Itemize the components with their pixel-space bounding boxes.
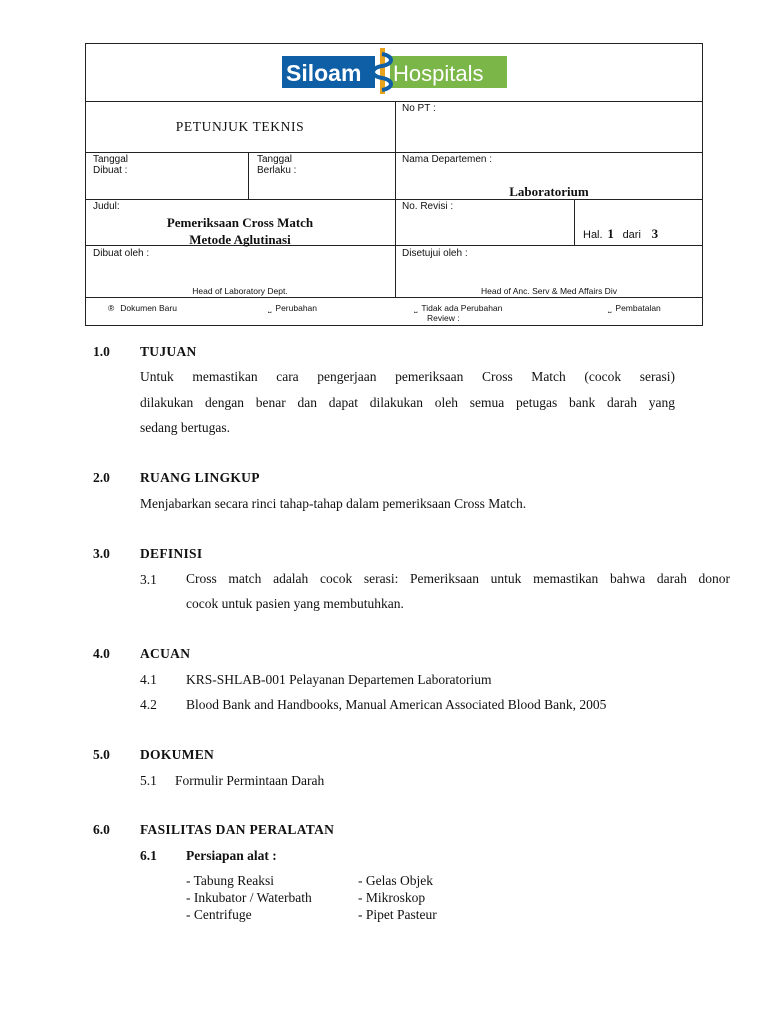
section-number: 4.0 — [93, 646, 110, 661]
hal-value: 1 — [607, 226, 614, 241]
divider — [248, 152, 249, 199]
section-number: 2.0 — [93, 470, 110, 485]
disetujui-oleh-role: Head of Anc. Serv & Med Affairs Div — [481, 286, 617, 296]
dari-value: 3 — [651, 226, 659, 241]
subsection-title: Persiapan alat : — [186, 848, 277, 863]
equipment-item: - Tabung Reaksi — [186, 873, 275, 888]
status-label: Pembatalan — [615, 303, 661, 313]
logo-right-text: Hospitals — [393, 61, 484, 86]
tanggal-berlaku-label — [257, 154, 296, 176]
section-number: 6.0 — [93, 822, 110, 837]
section-title: DEFINISI — [140, 546, 203, 561]
hal-label: Hal. — [583, 229, 603, 241]
status-tidak-ada-perubahan[interactable] — [414, 303, 502, 323]
label-line: Tanggal — [257, 154, 293, 165]
subsection-number: 6.1 — [140, 848, 157, 863]
divider — [574, 199, 575, 245]
checkbox-icon: ⎵ — [608, 303, 612, 313]
registered-mark-icon: ® — [108, 303, 115, 313]
reference-item: KRS-SHLAB-001 Pelayanan Departemen Laboratorium — [186, 672, 492, 687]
page-indicator — [583, 226, 658, 242]
item-number: 4.1 — [140, 672, 157, 687]
dibuat-oleh-role: Head of Laboratory Dept. — [192, 286, 288, 296]
status-label: Dokumen Baru — [120, 303, 177, 313]
item-number: 4.2 — [140, 697, 157, 712]
nama-departemen-label: Nama Departemen : — [402, 154, 493, 165]
divider — [85, 152, 703, 153]
section-number: 5.0 — [93, 747, 110, 762]
paragraph-line: sedang bertugas. — [140, 420, 230, 435]
dibuat-oleh-label: Dibuat oleh : — [93, 248, 150, 259]
section-title: ACUAN — [140, 646, 191, 661]
checkbox-icon: ⎵ — [414, 303, 418, 313]
status-label: Tidak ada Perubahan — [421, 303, 503, 313]
section-title: FASILITAS DAN PERALATAN — [140, 822, 335, 837]
no-pt-label: No PT : — [402, 103, 436, 114]
judul-value — [85, 214, 395, 248]
caduceus-icon — [373, 48, 391, 94]
dari-label: dari — [622, 229, 641, 241]
status-label: Perubahan — [275, 303, 317, 313]
equipment-item: - Inkubator / Waterbath — [186, 890, 312, 905]
logo-left-text: Siloam — [286, 60, 362, 86]
reference-item: Blood Bank and Handbooks, Manual American Associated Blood Bank, 2005 — [186, 697, 607, 712]
section-title: DOKUMEN — [140, 747, 215, 762]
paragraph-line: Menjabarkan secara rinci tahap-tahap dalam pemeriksaan Cross Match. — [140, 496, 527, 511]
equipment-item: - Pipet Pasteur — [358, 907, 437, 922]
judul-line: Pemeriksaan Cross Match — [166, 215, 314, 230]
status-sublabel: Review : — [427, 313, 460, 323]
status-pembatalan[interactable] — [608, 303, 661, 313]
judul-line: Metode Aglutinasi — [189, 232, 291, 247]
siloam-logo — [282, 46, 508, 96]
judul-label: Judul: — [93, 201, 120, 212]
divider — [85, 101, 703, 102]
divider — [85, 297, 703, 298]
item-number: 5.1 — [140, 773, 157, 788]
no-revisi-label: No. Revisi : — [402, 201, 454, 212]
paragraph-line: cocok untuk pasien yang membutuhkan. — [186, 596, 404, 611]
section-title: TUJUAN — [140, 344, 197, 359]
status-perubahan[interactable] — [268, 303, 317, 313]
status-dokumen-baru[interactable] — [108, 303, 177, 313]
tanggal-dibuat-label — [93, 154, 128, 176]
label-line: Berlaku : — [257, 165, 297, 176]
equipment-item: - Mikroskop — [358, 890, 426, 905]
section-number: 3.0 — [93, 546, 110, 561]
item-number: 3.1 — [140, 572, 157, 587]
paragraph-line: Cross match adalah cocok serasi: Pemeriksaan untuk memastikan bahwa darah donor — [186, 571, 730, 586]
label-line: Dibuat : — [93, 165, 128, 176]
departemen-value: Laboratorium — [509, 184, 589, 199]
equipment-item: - Gelas Objek — [358, 873, 433, 888]
section-title: RUANG LINGKUP — [140, 470, 260, 485]
paragraph-line: Untuk memastikan cara pengerjaan pemeriksaan Cross Match (cocok serasi) — [140, 369, 675, 384]
section-number: 1.0 — [93, 344, 110, 359]
label-line: Tanggal — [93, 154, 129, 165]
checkbox-icon: ⎵ — [268, 303, 272, 313]
doc-type: PETUNJUK TEKNIS — [175, 119, 305, 134]
document-item: Formulir Permintaan Darah — [175, 773, 325, 788]
disetujui-oleh-label: Disetujui oleh : — [402, 248, 468, 259]
paragraph-line: dilakukan dengan benar dan dapat dilakukan oleh semua petugas bank darah yang — [140, 395, 675, 410]
equipment-item: - Centrifuge — [186, 907, 252, 922]
